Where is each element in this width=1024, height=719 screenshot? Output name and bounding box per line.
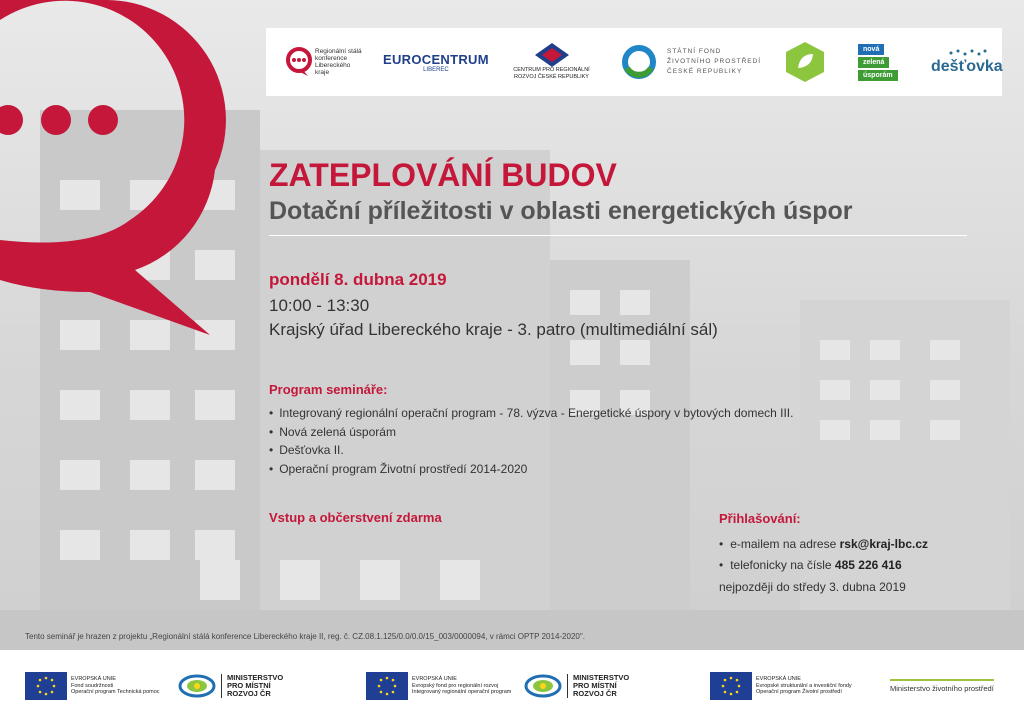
mzp-logo <box>890 670 994 702</box>
mmr-swoosh-icon <box>524 674 562 698</box>
title-divider <box>269 235 967 236</box>
eu2-line-3: Integrovaný regionální operační program <box>412 689 512 696</box>
program-item: • Integrovaný regionální operační program - 78. výzva - Energetické úspory v bytových domech III. <box>269 404 793 423</box>
sfzp-logo <box>621 28 761 96</box>
destovka-logo <box>931 28 1003 96</box>
event-place: Krajský úřad Libereckého kraje - 3. patro (multimediální sál) <box>269 320 718 339</box>
rsk-logo <box>286 28 365 96</box>
eu-logo-1 <box>25 670 181 702</box>
mzp-text: Ministerstvo životního prostředí <box>890 679 994 693</box>
speech-bubble-icon <box>0 0 230 340</box>
rain-dots-icon <box>947 48 987 58</box>
event-date: pondělí 8. dubna 2019 <box>269 270 447 289</box>
program-heading: Program semináře: <box>269 382 388 397</box>
eu3-line-1: EVROPSKÁ UNIE <box>756 676 801 683</box>
page-title: ZATEPLOVÁNÍ BUDOV <box>269 157 617 193</box>
eu3-line-3: Operační program Životní prostředí <box>756 689 842 696</box>
footer-logos <box>0 650 1024 719</box>
program-item: • Nová zelená úsporám <box>269 423 793 442</box>
mmr-logo-1 <box>178 670 283 702</box>
rsk-text: Regionální stálá konference Libereckého kraje <box>315 48 362 76</box>
crr-logo <box>504 28 599 96</box>
eu-flag-icon <box>366 672 408 700</box>
eu-logo-3 <box>710 670 866 702</box>
mmr2-line-1: MINISTERSTVO <box>573 673 630 682</box>
registration-email-item <box>719 534 928 555</box>
nzu-logo <box>858 28 898 96</box>
eu1-line-3: Operační program Technická pomoc <box>71 689 160 696</box>
sfzp-line-2: ŽIVOTNÍHO PROSTŘEDÍ <box>667 58 762 65</box>
registration-heading: Přihlašování: <box>719 511 801 526</box>
nzu-tag-2: zelená <box>858 57 889 68</box>
eu2-line-2: Evropský fond pro regionální rozvoj <box>412 682 499 689</box>
eu1-line-1: EVROPSKÁ UNIE <box>71 676 116 683</box>
eurocentrum-text: EUROCENTRUM <box>383 51 489 67</box>
rsk-bubble-icon <box>286 47 312 77</box>
eu2-line-1: EVROPSKÁ UNIE <box>412 676 457 683</box>
program-item: • Operační program Životní prostředí 2014-2020 <box>269 460 793 479</box>
program-item: • Dešťovka II. <box>269 441 793 460</box>
registration-phone-item <box>719 555 928 576</box>
eurocentrum-sub: LIBEREC <box>423 66 449 73</box>
eu1-line-2: Fond soudržnosti <box>71 682 114 689</box>
eu-logo-2 <box>366 670 522 702</box>
phone-label: telefonicky na čísle <box>730 558 835 572</box>
phone-number[interactable]: 485 226 416 <box>834 558 902 572</box>
mmr2-line-3: ROZVOJ ČR <box>573 689 617 698</box>
mmr1-line-1: MINISTERSTVO <box>227 673 284 682</box>
mmr1-line-2: PRO MÍSTNÍ <box>227 681 271 690</box>
event-time: 10:00 - 13:30 <box>269 296 370 315</box>
sfzp-ring-icon <box>621 44 657 80</box>
hexagon-logo <box>786 28 824 96</box>
registration-list <box>719 534 928 576</box>
eu-flag-icon <box>25 672 67 700</box>
funding-footnote: Tento seminář je hrazen z projektu „Regionální stálá konference Libereckého kraje II, reg. č. CZ.08.1.125/0.0/0.0/15_003/0000094, v rámci OPTP 2014-2020". <box>25 632 585 641</box>
nzu-tag-3: úsporám <box>858 70 898 81</box>
program-list <box>269 404 793 478</box>
crr-diamond-icon <box>535 43 569 67</box>
destovka-text: dešťovka <box>931 58 1003 75</box>
email-label: e-mailem na adrese <box>730 537 840 551</box>
mmr2-line-2: PRO MÍSTNÍ <box>573 681 617 690</box>
email-link[interactable]: rsk@kraj-lbc.cz <box>839 537 929 551</box>
registration-deadline: nejpozději do středy 3. dubna 2019 <box>719 580 906 594</box>
eu-flag-icon <box>710 672 752 700</box>
crr-text: CENTRUM PRO REGIONÁLNÍ ROZVOJ ČESKÉ REPUBLIKY <box>513 67 590 80</box>
sfzp-line-3: ČESKÉ REPUBLIKY <box>667 68 743 75</box>
sfzp-line-1: STÁTNÍ FOND <box>667 48 722 55</box>
leaf-hexagon-icon <box>786 42 824 82</box>
eu3-line-2: Evropské strukturální a investiční fondy <box>756 682 852 689</box>
mmr-logo-2 <box>524 670 629 702</box>
mmr-swoosh-icon <box>178 674 216 698</box>
nzu-tag-1: nová <box>858 44 884 55</box>
eurocentrum-logo <box>383 28 489 96</box>
free-entry-note: Vstup a občerstvení zdarma <box>269 510 442 525</box>
page-subtitle: Dotační příležitosti v oblasti energetických úspor <box>269 197 853 225</box>
mmr1-line-3: ROZVOJ ČR <box>227 689 271 698</box>
partner-logos <box>266 28 1002 96</box>
